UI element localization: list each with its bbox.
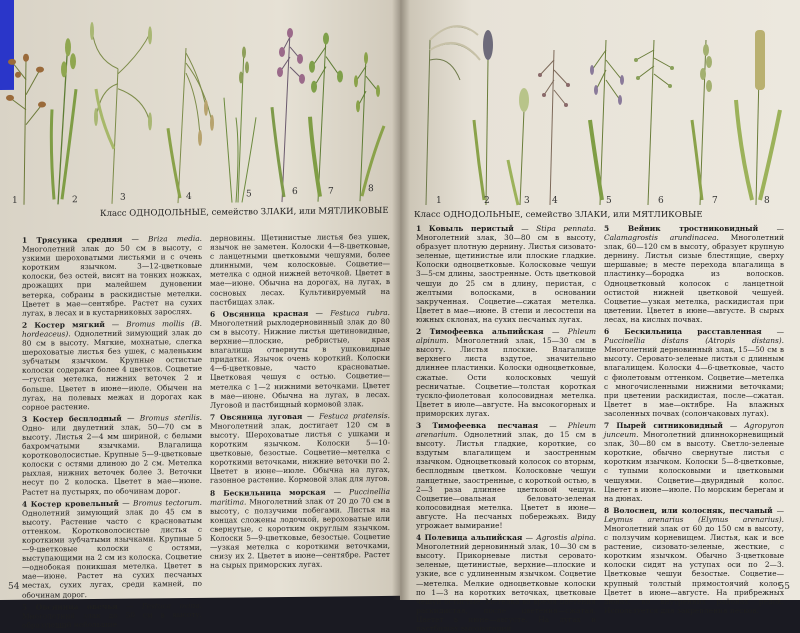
figure-number: 6 xyxy=(658,196,664,206)
species-description: Многолетний злак, 60—120 см в высоту, образует крупную дернину. Листья сизые блестящие, сверху шершавые; в месте перехода влагалища в пластинку—бородка из волосков. Одноцветковый колосок с ланцетной остистой нижней цветковой чешуей. Соцветие—узкая метелка, раскидистая при цветении. Цветет в июне—августе. В сырых лесах, на кислых почвах. xyxy=(604,233,784,324)
species-entry: 8 Волоснец, или колосняк, песчаный — Leymus arenarius (Elymus arenarius). Многолетний злак от 60 до 150 см в высоту, с ползучим корневищем. Листья, как и все растение, сизовато-зеленые, жесткие, с коротким язычком. Обычно 3-цветковые колоски сидят на уступах оси по 2—3. Цветковые чешуи безостые. Соцветие—крупный толстый прямостоячий колос. Цветет в июне—августе. На прибрежных дюнах, во внутренних районах редок. Используется для закрепления песков. xyxy=(604,505,784,615)
species-latin-name: Festuca rubra. xyxy=(330,307,390,318)
species-title: 3 Тимофеевка песчаная xyxy=(416,420,539,430)
species-title: 3 Костер бесплодный xyxy=(22,413,122,424)
species-description: дерновины. Щетинистые листья без ушек, язычок не заметен. Колоски 4—8-цветковые, с ланцетными цветковыми чешуями, более длинными, чем колосковые. Соцветие—метелка с одной нижней веточкой. Цветет в мае—июне. Обычна на дорогах, на лугах, в сосновых лесах. Культивируемый на пастбищах злак. xyxy=(210,231,390,307)
figure-number: 2 xyxy=(72,195,78,206)
species-latin-name: Puccinellia distans (Atropis distans). xyxy=(604,336,784,346)
species-title: 6 Овсяница красная xyxy=(210,308,309,319)
page-number: 55 xyxy=(778,582,790,592)
species-title: 5 Вейник тростниковидный xyxy=(604,224,759,233)
species-description: Однолетний зимующий злак до 45 см в высоту. Растение часто с красноватым оттенком. Коротковолосистые листья с короткими зубчатыми язычками. Крупные 5—9-цветковые колоски с остями, выступающими на 2 см из колоска. Соцветие—однобокая поникшая метелка. Цветет в мае—июне. Растет на сухих песчаных местах, сухих лугах, среди камней, по обочинам дорог. xyxy=(22,506,202,600)
figure-number: 1 xyxy=(436,196,442,206)
text-column xyxy=(210,232,390,588)
species-title: 2 Костер мягкий xyxy=(22,319,105,330)
page-number: 54 xyxy=(8,581,20,592)
figure-number: 3 xyxy=(524,196,530,206)
species-description: Одно- или двулетний злак, 50—70 см в высоту. Листья 2—4 мм шириной, с белыми бахромчатыми язычками. Влагалища коротковолосистые. Крупные 5—9-цветковые колоски с остями длиною до 2 см. Метелка рыхлая, нижних веточек более 3. Веточки несут по 2 колоска. Цветет в мае—июне. Растет на пустырях, по обочинам дорог. xyxy=(22,421,202,497)
species-latin-name: Phleum alpinum. xyxy=(416,327,596,346)
species-latin-name: Bromus tectorum. xyxy=(133,497,202,508)
species-description: Многолетний злак от 20 до 70 см в высоту, с ползучими побегами. Листья на концах сложены лодочкой, вероховатые или свернутые, с коротким округлым язычком. Колоски 5—9-цветковые, безостые. Соцветие—узкая метелка с короткими веточками, снизу их 2. Цветет в июне—сентябре. Растет на сырых приморских лугах. xyxy=(210,495,390,571)
species-entry: 4 Костер кровельный — Bromus tectorum. Однолетний зимующий злак до 45 см в высоту. Растение часто с красноватым оттенком. Коротковолосистые листья с короткими зубчатыми язычками. Крупные 5—9-цветковые колоски с остями, выступающими на 2 см из колоска. Соцветие—однобокая поникшая метелка. Цветет в мае—июне. Растет на сухих песчаных местах, сухих лугах, среди камней, по обочинам дорог. xyxy=(22,497,202,600)
species-description: Однолетний злак, до 15 см в высоту. Листья гладкие, короткие, со вздутым влагалищем и заостренным язычком. Одноцветковый колосок со вторым, бесплодным цветком. Колосковые чешуи ланцетные, заостренные, с короткой остью, в 2—3 раза длиннее цветковой чешуи. Соцветие—овальная беловато-зеленая колосовидная метелка. Цветет в июне—августе. На песчаных побережьях. Виду угрожает вымирание! xyxy=(416,430,596,530)
species-entry: 6 Бескильница расставленная — Puccinellia distans (Atropis distans). Многолетний дерновинный злак, 15—50 см в высоту. Серовато-зеленые листья с длинным влагалищем. Колоски 4—6-цветковые, часто с фиолетовым оттенком. Соцветие—метелка с многочисленными нижними веточками; при цветении раскидистая, после—сжатая. Цветет в мае—октябре. На влажных засоленных почвах (солончаковых лугах). xyxy=(604,327,785,418)
species-entry: 7 Пырей ситниковидный — Agropyron junceum. Многолетний длиннокорневищный злак, 30—80 см в высоту. Светло-зеленые короткие, обычно свернутые листья с коротким язычком. Колоски 5—8-цветковые, с тупыми колосковыми и цветковыми чешуями. Соцветие—двурядный колос. Цветет в июне—июле. По морским берегам и на дюнах. xyxy=(604,420,785,503)
text-column xyxy=(604,224,785,615)
species-entry: 2 Костер мягкий — Bromus mollis (B. hordeaceus). Однолетний зимующий злак до 80 см в высоту. Мягкие, мохнатые, слегка шероховатые листья без ушек, с маленьким зубчатым язычком. Крупные остистые колоски содержат более 4 цветков. Соцветие—густая метелка, нижних веточек 2 и больше. Цветет в июне—июле. Обычен на лугах, на полевых межах и дорогах как сорное растение. xyxy=(22,318,202,412)
species-title: 2 Тимофеевка альпийская xyxy=(416,327,544,337)
species-description: Многолетний злак от 60 до 150 см в высоту, с ползучим корневищем. Листья, как и все растение, сизовато-зеленые, жесткие, с коротким язычком. Обычно 3-цветковые колоски сидят на уступах оси по 2—3. Цветковые чешуи безостые. Соцветие—крупный толстый прямостоячий колос. Цветет в июне—августе. На прибрежных дюнах, во внутренних районах редок. Используется для закрепления песков. xyxy=(604,524,784,615)
species-latin-name: Calamagrostis arundinacea. xyxy=(604,233,719,243)
species-entry: 2 Тимофеевка альпийская — Phleum alpinum. Многолетний злак, 15—30 см в высоту. Листья плоские. Влагалище верхнего листа вздутое, значительно длиннее пластинки. Колоски одноцветковые, сжатые. Ости колосковых чешуй ресничатые. Соцветие—толстая короткая тускло-фиолетовая колосовидная метелка. Цветет в июле—августе. На высокогорных и приморских лугах. xyxy=(416,327,596,418)
species-latin-name: Puccinellia maritima. xyxy=(210,486,390,507)
species-title: 6 Бескильница расставленная xyxy=(604,327,762,337)
species-latin-name: Festuca pratensis. xyxy=(319,410,390,421)
species-entry: 4 Полевица альпийская — Agrostis alpina. Многолетний дерновинный злак, 10—30 см в высоту. Прикорневые листья серовато-зеленые, щетинистые, верхние—плоские и узкие, все с удлиненным язычком. Соцветие—метелка. Мелкие одноцветковые колоски по 1—3 на коротких веточках, цветковые чешуи остистые. Метелка во время цветения раскидистая, после цветения—сжатая. Цветет в июне—августе. На лугах и пастбищах высокогорий. xyxy=(416,533,597,633)
species-title: 7 Пырей ситниковидный xyxy=(604,420,723,430)
species-latin-name: Festuca ovina. xyxy=(141,600,202,611)
species-entry: 5 Овсяница овечья — Festuca ovina. Многолетний злак до 50 см в высоту, образующий небольшие xyxy=(22,600,202,630)
species-description: Многолетний рыхлодерновинный злак до 80 см в высоту. Нижние листья щетиновидные, верхние—плоские, ребристые, края влагалища отвернуты в ушковидные придатки. Язычок очень короткий. Колоски 4—6-цветковые, часто красноватые. Цветковая чешуя с остью. Соцветие—метелка с 1—2 нижними веточками. Цветет в мае—июне. Обычна на лугах, в лесах. Луговой и пастбищный кормовой злак. xyxy=(210,316,390,410)
species-entry: 7 Овсяница луговая — Festuca pratensis. Многолетний злак, достигает 120 см в высоту. Шероховатые листья с ушками и коротким язычком. Колоски 5—10-цветковые, безостые. Соцветие—метелка с короткими веточками, нижние веточки по 2. Цветет в июне—июле. Обычна на лугах, газонное растение. Кормовой злак для лугов. xyxy=(210,410,390,486)
species-title: 8 Бескильница морская xyxy=(210,487,326,498)
species-latin-name: Leymus arenarius (Elymus arenarius). xyxy=(604,514,784,524)
figure-number: 7 xyxy=(712,196,718,206)
figure-number: 4 xyxy=(552,196,558,206)
figure-number: 3 xyxy=(120,192,126,203)
species-latin-name: Briza media. xyxy=(148,233,202,244)
figure-number: 8 xyxy=(368,184,374,195)
species-entry: 3 Тимофеевка песчаная — Phleum arenarium. Однолетний злак, до 15 см в высоту. Листья гладкие, короткие, со вздутым влагалищем и заостренным язычком. Одноцветковый колосок со вторым, бесплодным цветком. Колосковые чешуи ланцетные, заостренные, с короткой остью, в 2—3 раза длиннее цветковой чешуи. Соцветие—овальная беловато-зеленая колосовидная метелка. Цветет в июне—августе. На песчаных побережьях. Виду угрожает вымирание! xyxy=(416,420,597,530)
species-title: 5 Овсяница овечья xyxy=(22,601,118,612)
species-entry: 6 Овсяница красная — Festuca rubra. Многолетний рыхлодерновинный злак до 80 см в высоту. Нижние листья щетиновидные, верхние—плоские, ребристые, края влагалища отвернуты в ушковидные придатки. Язычок очень короткий. Колоски 4—6-цветковые, часто красноватые. Цветковая чешуя с остью. Соцветие—метелка с 1—2 нижними веточками. Цветет в мае—июне. Обычна на лугах, в лесах. Луговой и пастбищный кормовой злак. xyxy=(210,307,390,410)
species-entry: 1 Ковыль перистый — Stipa pennata. Многолетний злак, 30—80 см в высоту, образует плотную дернину. Листья сизовато-зеленые, щетинистые или плоские гладкие. Колоски одноцветковые. Колосковые чешуи 3—5-см длины, заостренные. Ость цветковой чешуи до 25 см в длину, перистая, с желтыми волосками, в основании закрученная. Соцветие—сжатая метелка. Цветет в мае—июне. В степи и лесостепи на южных склонах, на сухих песчаных лугах. xyxy=(416,224,597,324)
species-latin-name: Stipa pennata. xyxy=(536,224,597,233)
species-entry: 3 Костер бесплодный — Bromus sterilis. Одно- или двулетний злак, 50—70 см в высоту. Листья 2—4 мм шириной, с белыми бахромчатыми язычками. Влагалища коротковолосистые. Крупные 5—9-цветковые колоски с остями длиною до 2 см. Метелка рыхлая, нижних веточек более 3. Веточки несут по 2 колоска. Цветет в мае—июне. Растет на пустырях, по обочинам дорог. xyxy=(22,412,202,497)
species-title: 7 Овсяница луговая xyxy=(210,411,303,422)
book-gutter xyxy=(392,0,410,600)
species-latin-name: Bromus sterilis. xyxy=(139,412,202,423)
figure-number: 6 xyxy=(292,186,298,197)
text-column xyxy=(416,224,597,633)
species-description: Многолетний злак до 50 см в высоту, образующий небольшие xyxy=(22,609,202,630)
species-description: Однолетний зимующий злак до 80 см в высоту. Мягкие, мохнатые, слегка шероховатые листья без ушек, с маленьким зубчатым язычком. Крупные остистые колоски содержат более 4 цветков. Соцветие—густая метелка, нижних веточек 2 и больше. Цветет в июне—июле. Обычен на лугах, на полевых межах и дорогах как сорное растение. xyxy=(22,327,202,412)
species-description: Многолетний злак, достигает 120 см в высоту. Шероховатые листья с ушками и коротким язычком. Колоски 5—10-цветковые, безостые. Соцветие—метелка с короткими веточками, нижние веточки по 2. Цветет в июне—июле. Обычна на лугах, газонное растение. Кормовой злак для лугов. xyxy=(210,419,390,486)
species-latin-name: Agropyron junceum. xyxy=(604,420,785,440)
species-description: Многолетний дерновинный злак, 15—50 см в высоту. Серовато-зеленые листья с длинным влагалищем. Колоски 4—6-цветковые, часто с фиолетовым оттенком. Соцветие—метелка с многочисленными нижними веточками; при цветении раскидистая, после—сжатая. Цветет в мае—октябре. На влажных засоленных почвах (солончаковых лугах). xyxy=(604,345,784,418)
figure-number: 5 xyxy=(246,189,252,200)
species-description: Многолетний длиннокорневищный злак, 30—80 см в высоту. Светло-зеленые короткие, обычно свернутые листья с коротким язычком. Колоски 5—8-цветковые, с тупыми колосковыми и цветковыми чешуями. Соцветие—двурядный колос. Цветет в июне—июле. По морским берегам и на дюнах. xyxy=(604,430,784,503)
figure-number: 8 xyxy=(764,196,770,206)
figure-number: 5 xyxy=(606,196,612,206)
species-title: 1 Ковыль перистый xyxy=(416,224,514,233)
figure-number: 1 xyxy=(12,195,18,206)
species-latin-name: Bromus mollis (B. hordeaceus). xyxy=(22,318,202,339)
species-description: Многолетний дерновинный злак, 10—30 см в высоту. Прикорневые листья серовато-зеленые, щетинистые, верхние—плоские и узкие, все с удлиненным язычком. Соцветие—метелка. Мелкие одноцветковые колоски по 1—3 на коротких веточках, цветковые чешуи остистые. Метелка во время цветения раскидистая, после цветения—сжатая. Цветет в июне—августе. На лугах и пастбищах высокогорий. xyxy=(416,542,596,633)
species-description: Многолетний злак, 15—30 см в высоту. Листья плоские. Влагалище верхнего листа вздутое, значительно длиннее пластинки. Колоски одноцветковые, сжатые. Ости колосковых чешуй ресничатые. Соцветие—толстая короткая тускло-фиолетовая колосовидная метелка. Цветет в июле—августе. На высокогорных и приморских лугах. xyxy=(416,336,596,418)
species-description: Многолетний злак до 50 см в высоту, с узкими шероховатыми листьями и с очень коротким язычком. 3—12-цветковые колоски, без остей, висят на тонких ножках, дрожащих при малейшем дуновении ветерка, собраны в раскидистые метелки. Цветет в мае—сентябре. Растет на сухих лугах, в лесах и в кустарниковых зарослях. xyxy=(22,242,202,318)
page-caption: Класс ОДНОДОЛЬНЫЕ, семейство ЗЛАКИ, или МЯТЛИКОВЫЕ xyxy=(100,205,389,219)
species-title: 4 Костер кровельный xyxy=(22,498,119,509)
species-title: 1 Трясунка средняя xyxy=(22,234,123,245)
page-caption: Класс ОДНОДОЛЬНЫЕ, семейство ЗЛАКИ, или МЯТЛИКОВЫЕ xyxy=(414,210,703,220)
species-entry xyxy=(210,232,390,307)
species-latin-name: Phleum arenarium. xyxy=(416,420,597,440)
left-grass-illustration xyxy=(0,0,402,210)
text-column xyxy=(22,233,202,630)
species-entry: 8 Бескильница морская — Puccinellia maritima. Многолетний злак от 20 до 70 см в высоту, с ползучими побегами. Листья на концах сложены лодочкой, вероховатые или свернутые, с коротким округлым язычком. Колоски 5—9-цветковые, безостые. Соцветие—узкая метелка с короткими веточками, снизу их 2. Цветет в июне—сентябре. Растет на сырых приморских лугах. xyxy=(210,486,390,571)
species-title: 4 Полевица альпийская xyxy=(416,533,523,543)
figure-number: 2 xyxy=(484,196,490,206)
species-description: Многолетний злак, 30—80 см в высоту, образует плотную дернину. Листья сизовато-зеленые, щетинистые или плоские гладкие. Колоски одноцветковые. Колосковые чешуи 3—5-см длины, заостренные. Ость цветковой чешуи до 25 см в длину, перистая, с желтыми волосками, в основании закрученная. Соцветие—сжатая метелка. Цветет в мае—июне. В степи и лесостепи на южных склонах, на сухих песчаных лугах. xyxy=(416,233,596,324)
species-title: 8 Волоснец, или колосняк, песчаный xyxy=(604,505,773,515)
right-grass-illustration xyxy=(400,0,800,210)
right-page xyxy=(400,0,800,633)
species-entry: 5 Вейник тростниковидный — Calamagrostis arundinacea. Многолетний злак, 60—120 см в высоту, образует крупную дернину. Листья сизые блестящие, сверху шершавые; в месте перехода влагалища в пластинку—бородка из волосков. Одноцветковый колосок с ланцетной остистой нижней цветковой чешуей. Соцветие—узкая метелка, раскидистая при цветении. Цветет в июне—августе. В сырых лесах, на кислых почвах. xyxy=(604,224,784,324)
species-entry: 1 Трясунка средняя — Briza media. Многолетний злак до 50 см в высоту, с узкими шероховатыми листьями и с очень коротким язычком. 3—12-цветковые колоски, без остей, висят на тонких ножках, дрожащих при малейшем дуновении ветерка, собраны в раскидистые метелки. Цветет в мае—сентябре. Растет на сухих лугах, в лесах и в кустарниковых зарослях. xyxy=(22,233,202,318)
figure-number: 4 xyxy=(186,191,192,203)
species-latin-name: Agrostis alpina. xyxy=(536,533,597,543)
figure-number: 7 xyxy=(328,186,334,197)
